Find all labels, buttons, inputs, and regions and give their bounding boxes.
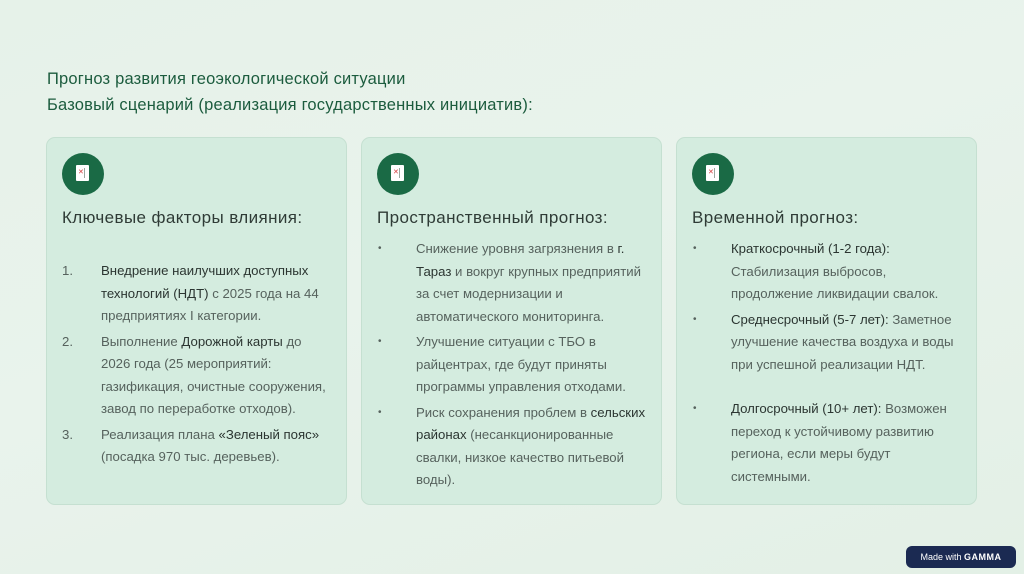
list-marker: 1.: [62, 263, 73, 278]
bullet-icon: •: [378, 243, 382, 254]
gamma-logo: GAMMA: [964, 552, 1002, 562]
numbered-list: [62, 260, 334, 472]
made-with-gamma-badge[interactable]: Made with GAMMA: [906, 546, 1016, 568]
bullet-icon: •: [378, 336, 382, 347]
bullet-icon: •: [378, 406, 382, 418]
list-item: 2. Выполнение Дорожной карты до 2026 года (25 мероприятий: газификация, очистные сооружения, завод по переработке отходов).: [62, 331, 334, 421]
document-icon: ✕: [692, 153, 734, 195]
page-heading: [47, 66, 533, 118]
card-title: Временной прогноз:: [692, 208, 859, 227]
list-item: • Долгосрочный (10+ лет): Возможен переход к устойчивому развитию региона, если меры будут системными.: [692, 398, 964, 488]
list-marker: 3.: [62, 426, 73, 442]
card-spatial-forecast: [361, 137, 662, 505]
list-item: • Риск сохранения проблем в сельских районах (несанкционированные свалки, низкое качество питьевой воды).: [377, 402, 649, 492]
document-icon: ✕: [62, 153, 104, 195]
list-item: • Улучшение ситуации с ТБО в райцентрах, где будут приняты программы управления отходами.: [377, 331, 649, 399]
bullet-list: [692, 238, 964, 491]
list-item: • Краткосрочный (1-2 года): Стабилизация выбросов, продолжение ликвидации свалок.: [692, 238, 964, 306]
page-subtitle: Базовый сценарий (реализация государственных инициатив):: [47, 96, 533, 114]
card-key-factors: [46, 137, 347, 505]
card-title: Ключевые факторы влияния:: [62, 208, 303, 227]
bullet-icon: •: [693, 403, 697, 414]
bullet-list: [377, 238, 649, 495]
list-item: 1. Внедрение наилучших доступных технологий (НДТ) с 2025 года на 44 предприятиях I категории.: [62, 260, 334, 328]
bullet-icon: •: [693, 313, 697, 325]
page-title: Прогноз развития геоэкологической ситуации: [47, 70, 406, 88]
document-icon: ✕: [377, 153, 419, 195]
list-item: • Среднесрочный (5-7 лет): Заметное улучшение качества воздуха и воды при успешной реализации НДТ.: [692, 309, 964, 377]
card-title: Пространственный прогноз:: [377, 208, 608, 227]
bullet-icon: •: [693, 243, 697, 254]
card-temporal-forecast: [676, 137, 977, 505]
list-item: 3. Реализация плана «Зеленый пояс» (посадка 970 тыс. деревьев).: [62, 424, 334, 469]
list-item: • Снижение уровня загрязнения в г. Тараз и вокруг крупных предприятий за счет модернизации и автоматического мониторинга.: [377, 238, 649, 328]
list-marker: 2.: [62, 333, 73, 349]
